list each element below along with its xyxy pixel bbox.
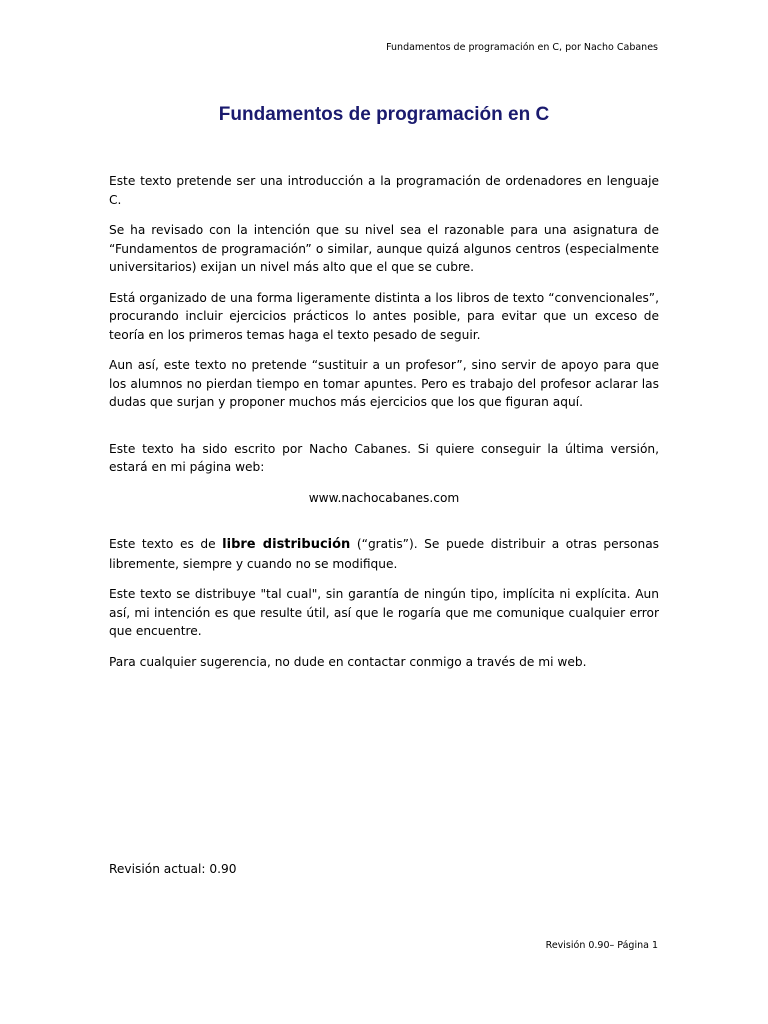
document-body — [109, 172, 659, 683]
page-footer: Revisión 0.90– Página 1 — [545, 940, 658, 951]
running-header: Fundamentos de programación en C, por Nacho Cabanes — [386, 42, 658, 53]
author-paragraph: Este texto ha sido escrito por Nacho Cabanes. Si quiere conseguir la última versión, estará en mi página web: — [109, 441, 659, 474]
disclaimer-paragraph: Este texto se distribuye "tal cual", sin garantía de ningún tipo, implícita ni explícita. Aun así, mi intención es que resulte útil, así que le rogaría que me comunique cualquier error que encuentre. — [109, 587, 659, 638]
document-title: Fundamentos de programación en C — [218, 104, 550, 125]
license-paragraph — [109, 535, 659, 573]
organization-paragraph: Está organizado de una forma ligeramente distinta a los libros de texto “convencionales”, procurando incluir ejercicios prácticos lo antes posible, para evitar que un exceso de teoría en los primeros temas haga el texto pesado de seguir. — [109, 290, 659, 342]
contact-paragraph: Para cualquier sugerencia, no dude en contactar conmigo a través de mi web. — [109, 654, 587, 669]
license-text-before: Este texto es de — [109, 537, 223, 551]
intro-paragraph: Este texto pretende ser una introducción a la programación de ordenadores en lenguaje C. — [109, 174, 659, 207]
website-link[interactable]: www.nachocabanes.com — [308, 490, 460, 505]
revision-label: Revisión actual: 0.90 — [109, 862, 237, 876]
license-bold-text: libre distribución — [222, 537, 351, 552]
level-paragraph: Se ha revisado con la intención que su nivel sea el razonable para una asignatura de “Fundamentos de programación” o similar, aunque quizá algunos centros (especialmente universitarios) exijan un nivel más alto que el que se cubre. — [109, 223, 659, 274]
teacher-paragraph: Aun así, este texto no pretende “sustituir a un profesor”, sino servir de apoyo para que los alumnos no pierdan tiempo en tomar apuntes. Pero es trabajo del profesor aclarar las dudas que surjan y proponer muchos más ejercicios que los que figuran aquí. — [109, 358, 659, 409]
license-text-after: (“gratis”). Se puede distribuir a otras personas libremente, siempre y cuando no se modifique. — [109, 537, 660, 571]
